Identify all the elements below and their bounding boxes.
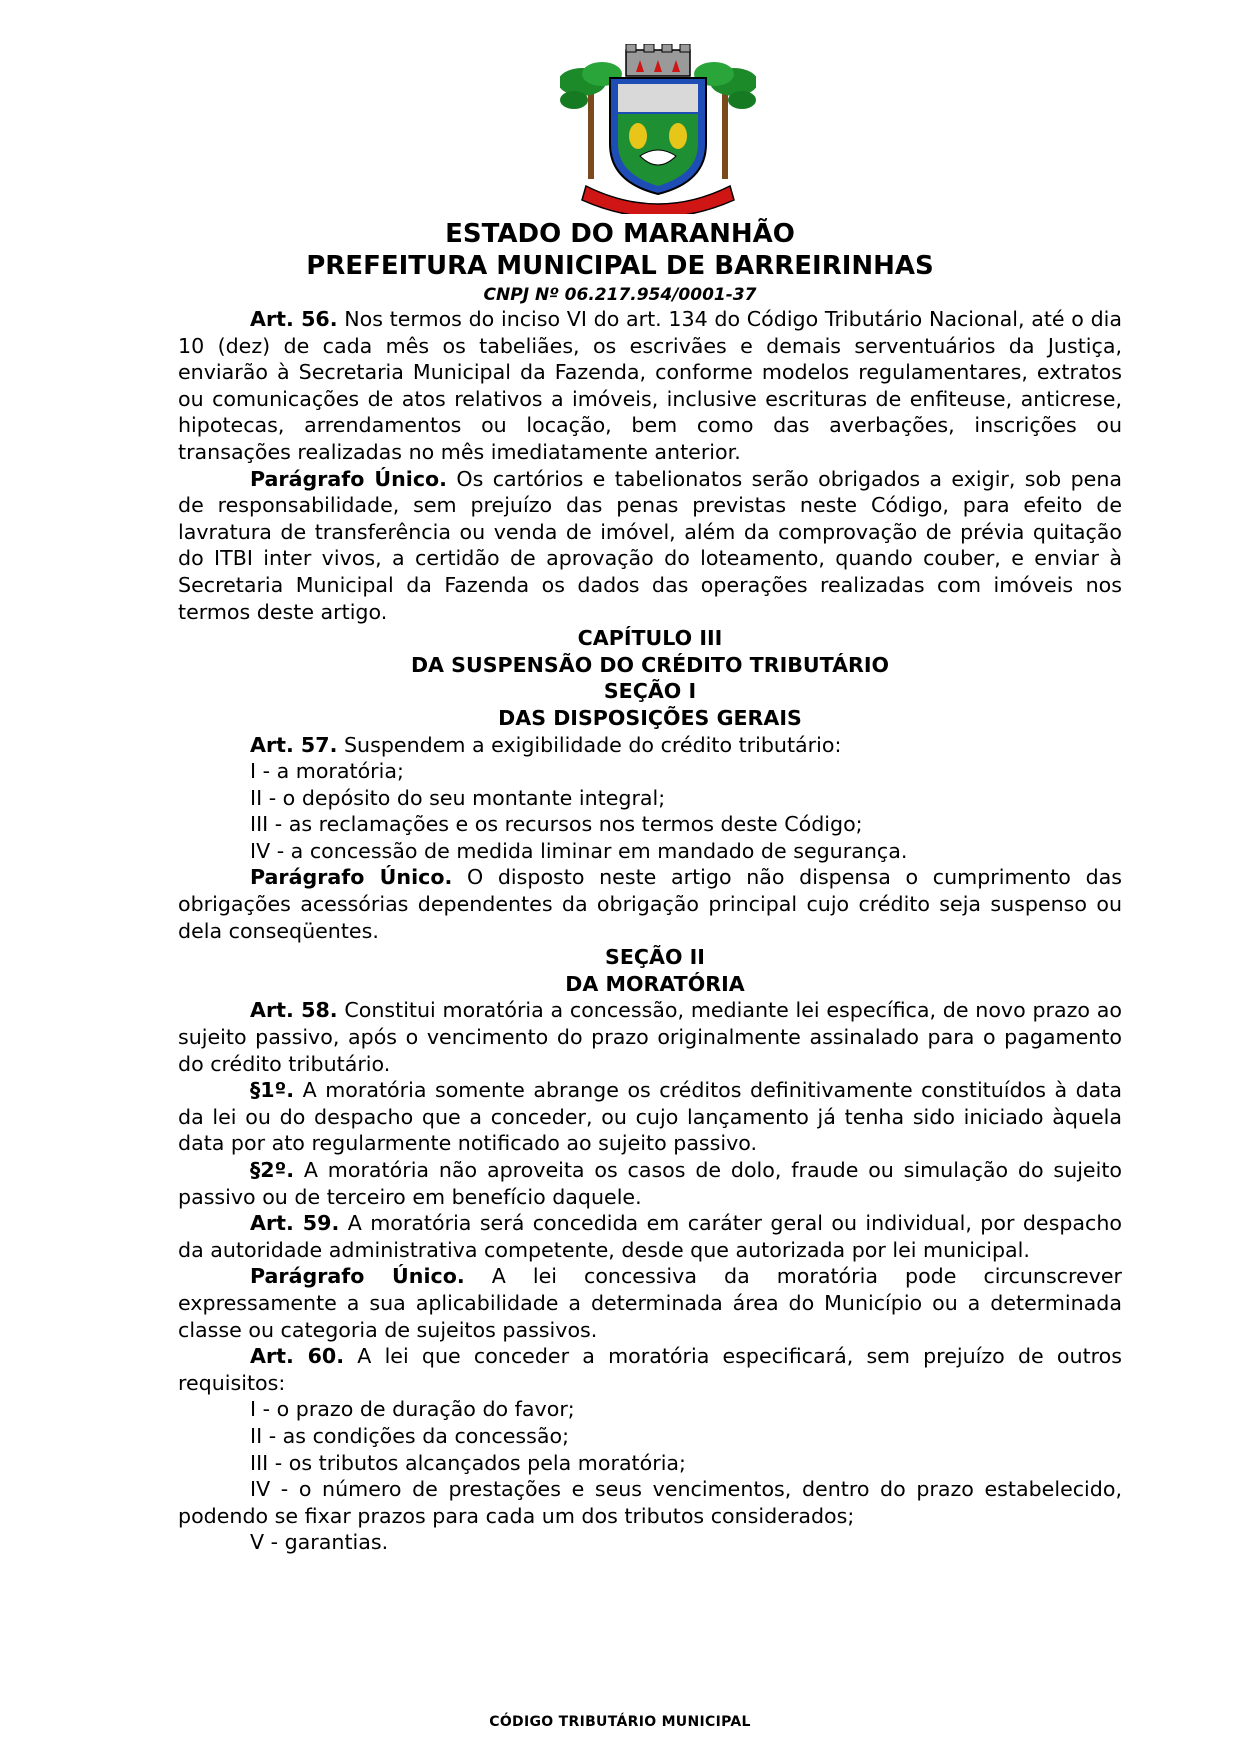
section-2-number: SEÇÃO II — [605, 945, 705, 970]
article-text: A lei que conceder a moratória especificará, sem prejuízo de outros requisitos: — [178, 1344, 1122, 1395]
list-item: IV - o número de prestações e seus vencimentos, dentro do prazo estabelecido, podendo se fixar prazos para cada um dos tributos considerados; — [178, 1477, 1122, 1528]
article-60 — [178, 1343, 1122, 1396]
article-58-paragraph-2 — [178, 1157, 1122, 1210]
prefecture-heading: PREFEITURA MUNICIPAL DE BARREIRINHAS — [306, 251, 934, 281]
paragraph-label: Parágrafo Único. — [250, 466, 448, 491]
list-item: III - os tributos alcançados pela moratória; — [250, 1450, 686, 1475]
article-59-sole-paragraph — [178, 1263, 1122, 1343]
article-57 — [178, 732, 1122, 759]
paragraph-text: A moratória não aproveita os casos de dolo, fraude ou simulação do sujeito passivo ou de terceiro em benefício daquele. — [178, 1158, 1122, 1209]
list-item: I - o prazo de duração do favor; — [250, 1397, 575, 1422]
paragraph-label: §1º. — [250, 1078, 295, 1103]
article-label: Art. 57. — [250, 732, 338, 757]
section-2-title: DA MORATÓRIA — [565, 971, 745, 996]
list-item: I - a moratória; — [250, 759, 404, 784]
chapter-number: CAPÍTULO III — [577, 626, 723, 651]
paragraph-text: Os cartórios e tabelionatos serão obrigados a exigir, sob pena de responsabilidade, sem prejuízo das penas previstas neste Código, para efeito de lavratura de transferência ou venda de imóvel, além da comprovação de prévia quitação do ITBI inter vivos, a certidão de aprovação do loteamento, quando couber, e enviar à Secretaria Municipal da Fazenda os dados das operações realizadas com imóveis nos termos deste artigo. — [178, 466, 1122, 624]
list-item: IV - a concessão de medida liminar em mandado de segurança. — [250, 838, 908, 863]
list-item: II - o depósito do seu montante integral; — [250, 785, 666, 810]
article-label: Art. 58. — [250, 998, 338, 1023]
article-58 — [178, 997, 1122, 1077]
article-text: Suspendem a exigibilidade do crédito tributário: — [337, 732, 842, 757]
section-1-number: SEÇÃO I — [603, 679, 697, 704]
paragraph-text: A moratória somente abrange os créditos definitivamente constituídos à data da lei ou do despacho que a conceder, ou cujo lançamento já tenha sido iniciado àquela data por ato regularmente notificado ao sujeito passivo. — [178, 1078, 1122, 1156]
article-58-paragraph-1 — [178, 1077, 1122, 1157]
list-item: II - as condições da concessão; — [250, 1423, 570, 1448]
municipal-coat-of-arms — [560, 44, 756, 214]
chapter-title: DA SUSPENSÃO DO CRÉDITO TRIBUTÁRIO — [410, 652, 890, 677]
article-label: Art. 56. — [250, 307, 338, 331]
article-57-sole-paragraph — [178, 864, 1122, 944]
paragraph-label: §2º. — [250, 1158, 295, 1182]
list-item: V - garantias. — [250, 1530, 389, 1555]
article-56 — [178, 306, 1122, 466]
page-footer: CÓDIGO TRIBUTÁRIO MUNICIPAL — [489, 1714, 751, 1730]
article-text: A moratória será concedida em caráter geral ou individual, por despacho da autoridade administrativa competente, desde que autorizada por lei municipal. — [178, 1211, 1122, 1262]
article-59 — [178, 1210, 1122, 1263]
paragraph-text: O disposto neste artigo não dispensa o cumprimento das obrigações acessórias dependentes da obrigação principal cujo crédito seja suspenso ou dela conseqüentes. — [178, 865, 1122, 943]
state-heading: ESTADO DO MARANHÃO — [445, 219, 795, 249]
list-item: III - as reclamações e os recursos nos termos deste Código; — [250, 812, 863, 837]
article-56-sole-paragraph — [178, 466, 1122, 626]
document-body — [178, 306, 1122, 1556]
paragraph-label: Parágrafo Único. — [250, 865, 453, 890]
paragraph-text: A lei concessiva da moratória pode circunscrever expressamente a sua aplicabilidade a determinada área do Município ou a determinada classe ou categoria de sujeitos passivos. — [178, 1264, 1123, 1342]
paragraph-label: Parágrafo Único. — [250, 1264, 465, 1289]
article-label: Art. 59. — [250, 1211, 340, 1236]
cnpj-line: CNPJ Nº 06.217.954/0001-37 — [483, 285, 757, 305]
article-text: Nos termos do inciso VI do art. 134 do Código Tributário Nacional, até o dia 10 (dez) de cada mês os tabeliães, os escrivães e demais serventuários da Justiça, enviarão à Secretaria Municipal da Fazenda, conforme modelos regulamentares, extratos ou comunicações de atos relativos a imóveis, inclusive escrituras de enfiteuse, anticrese, hipotecas, arrendamentos ou locação, bem como das averbações, inscrições ou transações realizadas no mês imediatamente anterior. — [178, 307, 1122, 464]
article-text: Constitui moratória a concessão, mediante lei específica, de novo prazo ao sujeito passivo, após o vencimento do prazo originalmente assinalado para o pagamento do crédito tributário. — [178, 998, 1122, 1076]
article-label: Art. 60. — [250, 1344, 345, 1369]
section-1-title: DAS DISPOSIÇÕES GERAIS — [498, 705, 802, 730]
